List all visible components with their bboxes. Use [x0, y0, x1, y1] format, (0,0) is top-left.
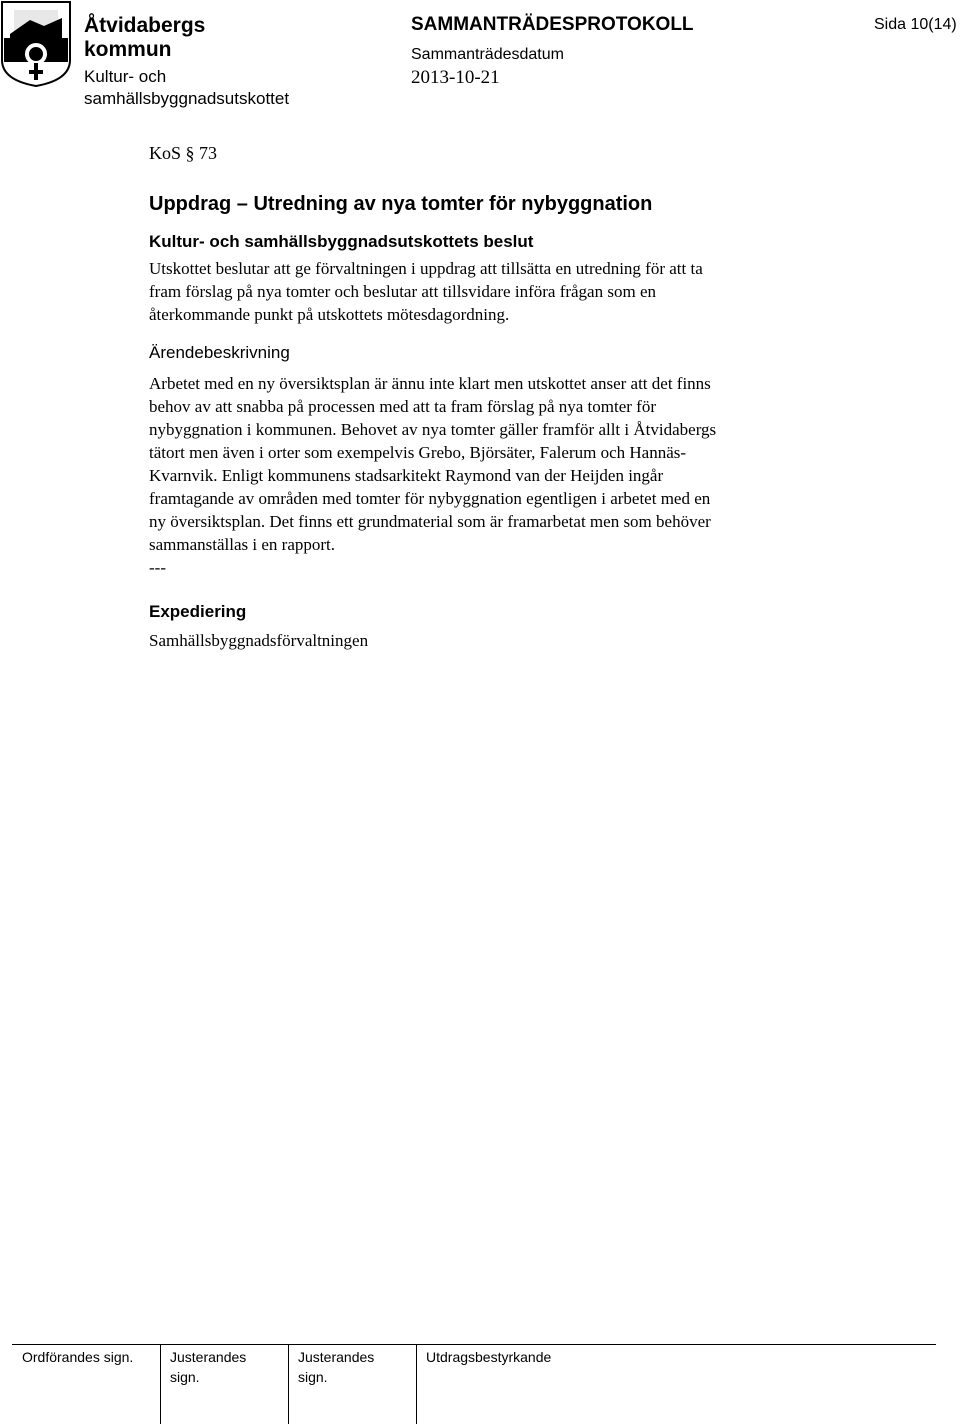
adjuster-signature-label-line2: sign.: [170, 1369, 200, 1385]
adjuster-signature-label-line2: sign.: [298, 1369, 328, 1385]
certification-label: Utdragsbestyrkande: [426, 1349, 552, 1365]
footer-top-rule: [12, 1344, 936, 1345]
description-line: Arbetet med en ny översiktsplan är ännu inte klart men utskottet anser att det finns: [149, 374, 711, 393]
description-line: Kvarnvik. Enligt kommunens stadsarkitekt Raymond van der Heijden ingår: [149, 466, 664, 485]
item-title: Uppdrag – Utredning av nya tomter för nybyggnation: [149, 193, 653, 215]
chair-signature-field: [22, 1347, 133, 1367]
description-line: framtagande av områden med tomter för nybyggnation egentligen i arbetet med en: [149, 489, 711, 508]
decision-text: [149, 257, 849, 326]
page-number: Sida 10(14): [874, 16, 957, 33]
committee-name-line2: samhällsbyggnadsutskottet: [84, 89, 290, 108]
description-heading: Ärendebeskrivning: [149, 343, 290, 362]
adjuster-signature-label-line1: Justerandes: [298, 1349, 375, 1365]
certification-field: [426, 1347, 551, 1367]
adjuster-signature-field: [298, 1347, 374, 1387]
municipality-coat-of-arms-logo: [0, 0, 72, 88]
footer-column-divider: [416, 1344, 417, 1424]
document-type: SAMMANTRÄDESPROTOKOLL: [411, 14, 694, 35]
description-line: nybyggnation i kommunen. Behovet av nya tomter gäller framför allt i Åtvidabergs: [149, 420, 717, 439]
paragraph-reference: KoS § 73: [149, 143, 218, 163]
dispatch-recipient: Samhällsbyggnadsförvaltningen: [149, 631, 369, 650]
dispatch-heading: Expediering: [149, 602, 247, 621]
adjuster-signature-label-line1: Justerandes: [170, 1349, 247, 1365]
description-text: [149, 372, 849, 579]
footer-column-divider: [160, 1344, 161, 1424]
municipality-name-line1: Åtvidabergs: [84, 14, 206, 37]
municipality-name: [84, 14, 205, 62]
footer-column-divider: [288, 1344, 289, 1424]
description-line: ny översiktsplan. Det finns ett grundmaterial som är framarbetat men som behöver: [149, 512, 711, 531]
chair-signature-label: Ordförandes sign.: [22, 1349, 134, 1365]
description-line: ---: [149, 558, 166, 577]
description-line: sammanställas i en rapport.: [149, 535, 336, 554]
meeting-date-label: Sammanträdesdatum: [411, 46, 564, 63]
adjuster-signature-field: [170, 1347, 246, 1387]
decision-line: fram förslag på nya tomter och beslutar att tillsvidare införa frågan som en: [149, 282, 656, 301]
municipality-name-line2: kommun: [84, 38, 172, 61]
description-line: behov av att snabba på processen med att ta fram förslag på nya tomter för: [149, 397, 656, 416]
protocol-body: [149, 142, 849, 652]
description-line: tätort men även i orter som exempelvis Grebo, Björsäter, Falerum och Hannäs-: [149, 443, 687, 462]
signature-footer: [0, 1344, 936, 1424]
decision-line: Utskottet beslutar att ge förvaltningen i uppdrag att tillsätta en utredning för att ta: [149, 259, 703, 278]
decision-line: återkommande punkt på utskottets mötesdagordning.: [149, 305, 510, 324]
committee-name-line1: Kultur- och: [84, 67, 167, 86]
committee-name: [84, 66, 289, 110]
meeting-date: 2013-10-21: [411, 67, 500, 88]
decision-heading: Kultur- och samhällsbyggnadsutskottets beslut: [149, 232, 534, 251]
